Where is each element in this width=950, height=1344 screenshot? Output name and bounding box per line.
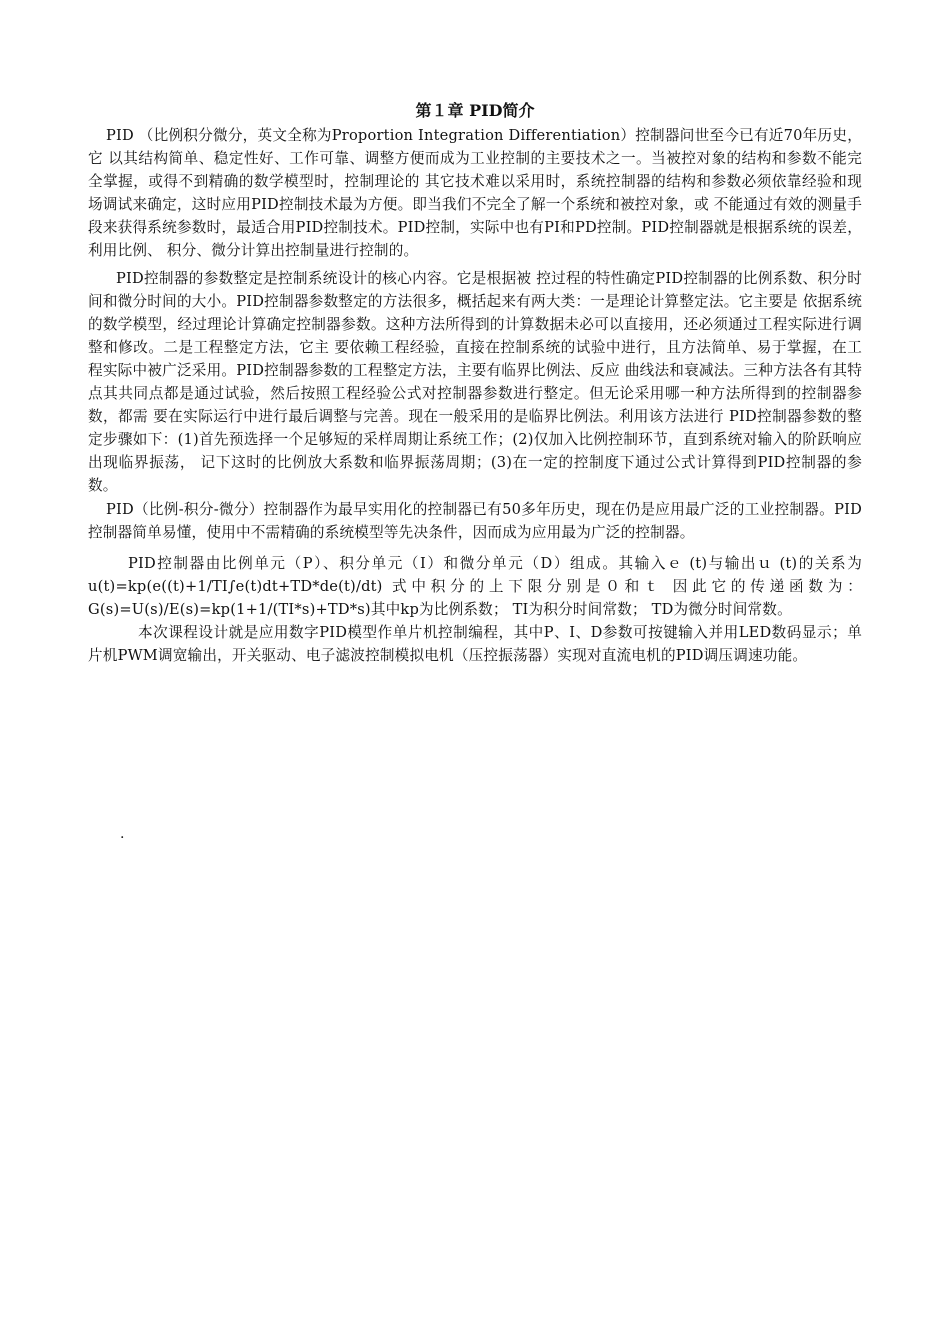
footer-mark: . [120, 826, 125, 842]
chapter-title: 第１章 PID简介 [415, 101, 535, 120]
paragraph-tuning: PID控制器的参数整定是控制系统设计的核心内容。它是根据被 控过程的特性确定PID控制器的比例系数、积分时间和微分时间的大小。PID控制器参数整定的方法很多，概括起来有两大类：一是理论计算整定法。它主要是 依据系统的数学模型，经过理论计算确定控制器参数。这种方法所得到的计算数据未必可以直接用，还必须通过工程实际进行调整和修改。二是工程整定方法，它主 要依赖工程经验，直接在控制系统的试验中进行，且方法简单、易于掌握，在工程实际中被广泛采用。PID控制器参数的工程整定方法，主要有临界比例法、反应 曲线法和衰减法。三种方法各有其特点其共同点都是通过试验，然后按照工程经验公式对控制器参数进行整定。但无论采用哪一种方法所得到的控制器参数，都需 要在实际运行中进行最后调整与完善。现在一般采用的是临界比例法。利用该方法进行 PID控制器参数的整定步骤如下：(1)首先预选择一个足够短的采样周期让系统工作；(2)仅加入比例控制环节，直到系统对输入的阶跃响应出现临界振荡， 记下这时的比例放大系数和临界振荡周期；(3)在一定的控制度下通过公式计算得到PID控制器的参数。 [88, 269, 862, 495]
document-page [88, 98, 862, 667]
paragraph-intro: PID （比例积分微分，英文全称为Proportion Integration Differentiation）控制器问世至今已有近70年历史，它 以其结构简单、稳定性好、工作可靠、调整方便而成为工业控制的主要技术之一。当被控对象的结构和参数不能完全掌握，或得不到精确的数学模型时，控制理论的 其它技术难以采用时，系统控制器的结构和参数必须依靠经验和现场调试来确定，这时应用PID控制技术最为方便。即当我们不完全了解一个系统和被控对象，或 不能通过有效的测量手段来获得系统参数时，最适合用PID控制技术。PID控制，实际中也有PI和PD控制。PID控制器就是根据系统的误差，利用比例、 积分、微分计算出控制量进行控制的。 [88, 127, 862, 260]
paragraph-course-design: 本次课程设计就是应用数字PID模型作单片机控制编程，其中P、I、D参数可按键输入并用LED数码显示；单片机PWM调宽输出，开关驱动、电子滤波控制模拟电机（压控振荡器）实现对直流电机的PID调压调速功能。 [88, 623, 862, 665]
paragraph-formula: PID控制器由比例单元（P）、积分单元（I）和微分单元（D）组成。其输入ｅ (t)与输出ｕ (t)的关系为 u(t)=kp(e((t)+1/TI∫e(t)dt+TD*de(t)/dt) 式中积分的上下限分别是０和ｔ 因此它的传递函数为：G(s)=U(s)/E(s)=kp(1+1/(TI*s)+TD*s)其中kp为比例系数； TI为积分时间常数； TD为微分时间常数。 [88, 554, 862, 618]
paragraph-history: PID（比例-积分-微分）控制器作为最早实用化的控制器已有50多年历史，现在仍是应用最广泛的工业控制器。PID控制器简单易懂，使用中不需精确的系统模型等先决条件，因而成为应用最为广泛的控制器。 [88, 500, 862, 541]
